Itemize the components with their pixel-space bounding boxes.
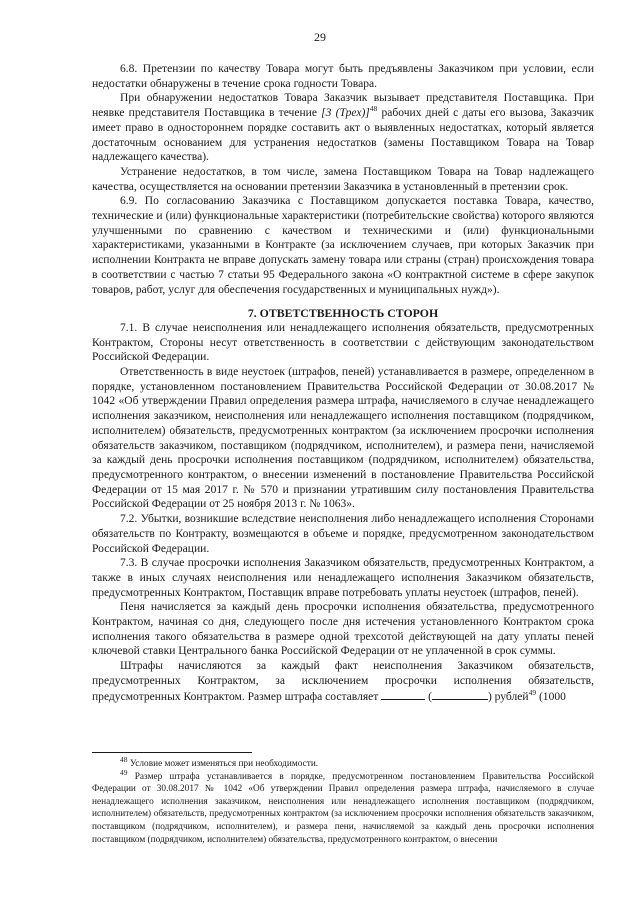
document-body <box>92 62 594 704</box>
footnotes <box>92 754 594 846</box>
fine-amount-blank[interactable] <box>381 689 425 700</box>
paragraph-6-9: 6.9. По согласованию Заказчика с Поставщиком допускается поставка Товара, качество, технические и (или) функциональные характеристики (потребительские свойства) которого являются улучшенными по сравнению с качеством и техническими и (или) функциональными характеристиками, указанными в Контракте (за исключением случаев, при которых Заказчик при исполнении Контракта не вправе допускать замену товара или страны (стран) происхождения товара в соответствии с частью 7 статьи 95 Федерального закона «О контрактной системе в сфере закупок товаров, работ, услуг для обеспечения государственных и муниципальных нужд»). <box>92 195 594 296</box>
paragraph-fine-accrual: Пеня начисляется за каждый день просрочки исполнения обязательства, предусмотренного Контрактом, начиная со дня, следующего после дня истечения установленного Контрактом срока исполнения такого обязательства в размере одной трехсотой действующей на дату уплаты пеней ключевой ставки Центрального банка Российской Федерации от не уплаченной в срок суммы. <box>92 601 594 658</box>
footnote-48: $^{48}$ Условие может изменяться при необходимости. <box>120 754 319 769</box>
paragraph-fines: Штрафы начисляются за каждый факт неисполнения Заказчиком обязательств, предусмотренных Контрактом, за исключением просрочки исполнения обязательств, предусмотренных Контрактом. Размер штрафа составляет ( ) рублей$^{49}$ (1000 <box>92 660 594 703</box>
paragraph-penalties: Ответственность в виде неустоек (штрафов, пеней) устанавливается в размере, определенном в порядке, установленном постановлением Правительства Российской Федерации от 30.08.2017 № 1042 «Об утверждении Правил определения размера штрафа, начисляемого в случае ненадлежащего исполнения заказчиком, неисполнения или ненадлежащего исполнения поставщиком (подрядчиком, исполнителем) обязательств, предусмотренных контрактом (за исключением просрочки исполнения обязательств заказчиком, поставщиком (подрядчиком, исполнителем), и размера пени, начисляемой за каждый день просрочки исполнения поставщиком (подрядчиком, исполнителем) обязательства, предусмотренного контрактом, о внесении изменений в постановление Правительства Российской Федерации от 15 мая 2017 г. № 570 и признании утратившим силу постановления Правительства Российской Федерации от 25 ноября 2013 г. № 1063». <box>92 366 594 511</box>
footnote-49: $^{49}$ Размер штрафа устанавливается в порядке, предусмотренном постановлением Правительства Российской Федерации от 30.08.2017 № 1042 «Об утверждении Правил определения размера штрафа, начисляемого в случае ненадлежащего исполнения заказчиком, неисполнения или ненадлежащего исполнения поставщиком (подрядчиком, исполнителем) обязательств, предусмотренных контрактом (за исключением просрочки исполнения обязательств заказчиком, поставщиком (подрядчиком, исполнителем), и размера пени, начисляемой за каждый день просрочки исполнения поставщиком (подрядчиком, исполнителем) обязательства, предусмотренного контрактом, о внесении <box>92 767 594 845</box>
page-number: 29 <box>314 30 326 44</box>
paragraph-7-3: 7.3. В случае просрочки исполнения Заказчиком обязательств, предусмотренных Контрактом, а также в иных случаях неисполнения или ненадлежащего исполнения Заказчиком обязательств, предусмотренных Контрактом, Поставщик вправе потребовать уплаты неустоек (штрафов, пеней). <box>92 557 594 599</box>
paragraph-defect-elimination: Устранение недостатков, в том числе, замена Поставщиком Товара на Товар надлежащего качества, осуществляется на основании претензии Заказчика в установленный в претензии срок. <box>92 165 594 193</box>
footnote-separator <box>92 752 252 753</box>
fine-amount-words-blank[interactable] <box>432 689 488 700</box>
paragraph-7-1: 7.1. В случае неисполнения или ненадлежащего исполнения обязательств, предусмотренных Контрактом, Стороны несут ответственность в соответствии с действующим законодательством Российской Федерации. <box>92 321 594 364</box>
paragraph-representative-call: При обнаружении недостатков Товара Заказчик вызывает представителя Поставщика. При неявке представителя Поставщика в течение [3 (Трех)]$^{48}$ рабочих дней с даты его вызова, Заказчик имеет право в одностороннем порядке составить акт о выявленных недостатках, который является достаточным основанием для устранения недостатков (замены Поставщиком Товара на Товар надлежащего качества). <box>92 92 595 164</box>
section-heading: 7. ОТВЕТСТВЕННОСТЬ СТОРОН <box>247 306 439 321</box>
paragraph-6-8: 6.8. Претензии по качеству Товара могут быть предъявлены Заказчиком при условии, если недостатки обнаружены в течение срока годности Товара. <box>92 63 594 90</box>
footnote-ref-48[interactable]: 48 <box>369 104 378 114</box>
footnote-ref-49[interactable]: 49 <box>528 687 537 697</box>
term-placeholder: [3 (Трех)] <box>321 107 370 120</box>
paragraph-7-2: 7.2. Убытки, возникшие вследствие неисполнения либо ненадлежащего исполнения Сторонами обязательств по Контракту, возмещаются в объеме и порядке, предусмотренном законодательством Российской Федерации. <box>92 513 594 555</box>
